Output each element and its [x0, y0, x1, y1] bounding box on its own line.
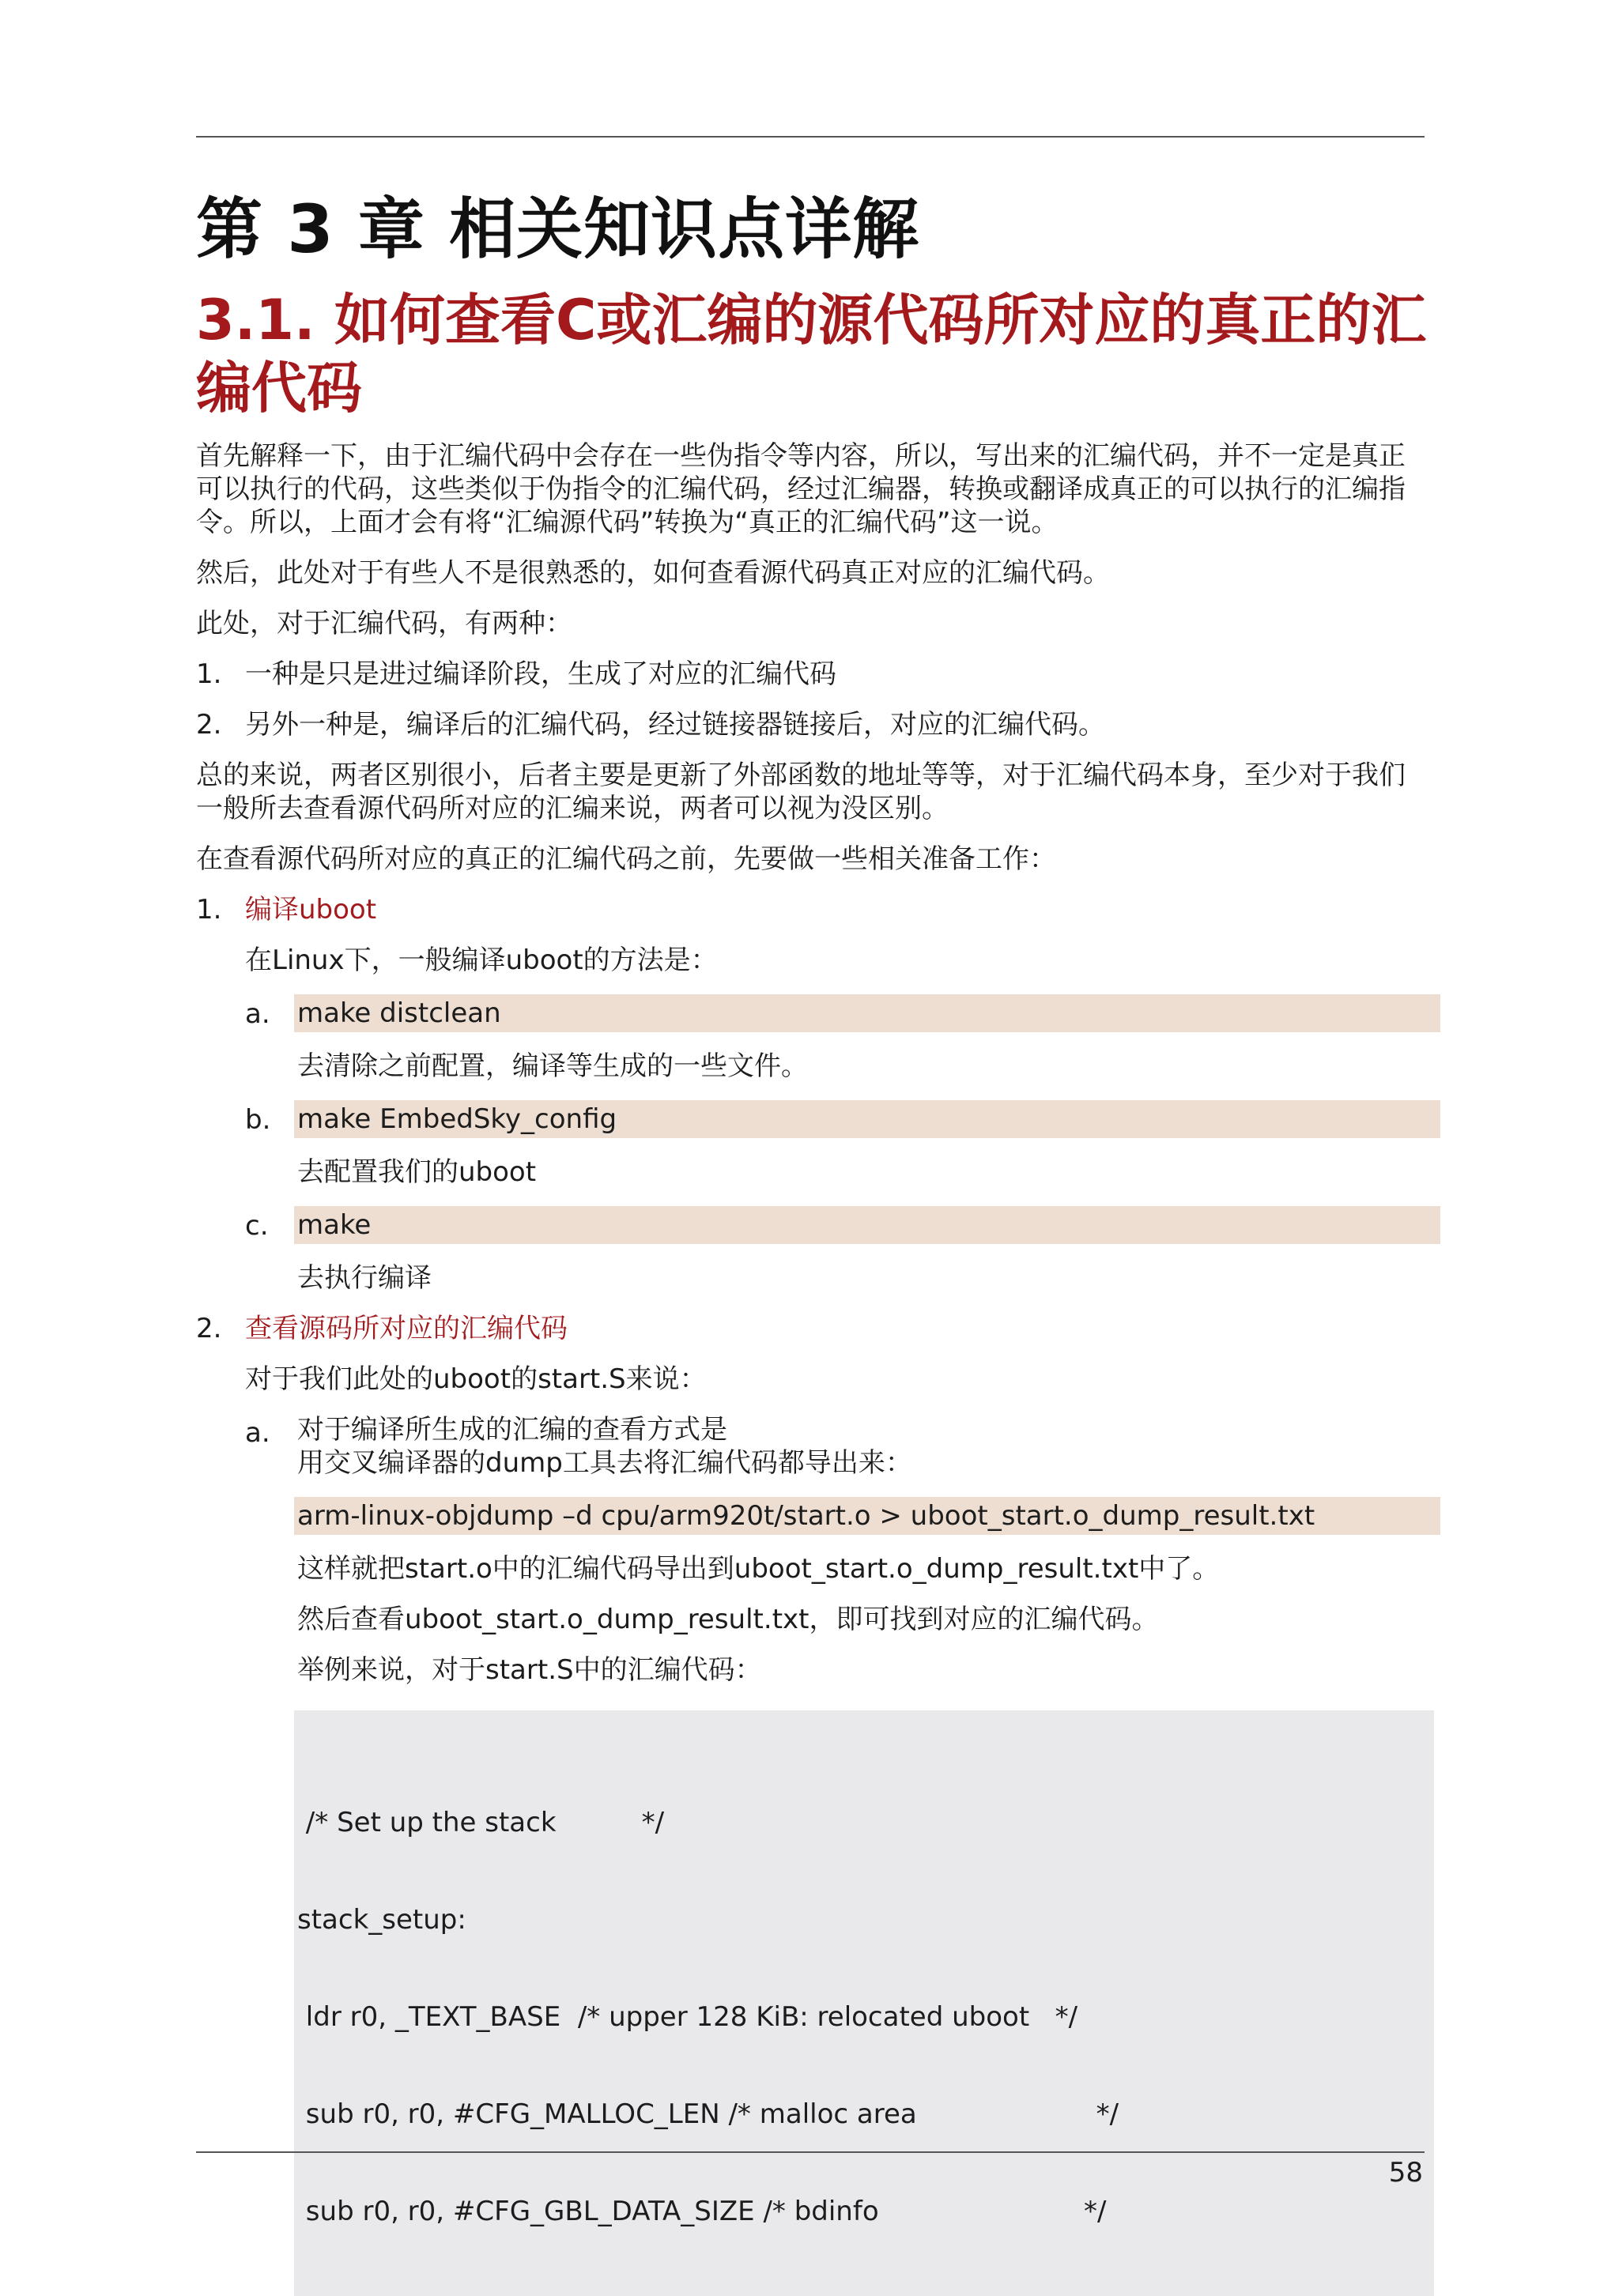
steps-list — [196, 893, 1429, 926]
header-rule — [196, 136, 1425, 138]
sub-item — [245, 1206, 1429, 1295]
code-line: /* Set up the stack */ — [297, 1807, 665, 1838]
code-line: sub r0, r0, #CFG_GBL_DATA_SIZE /* bdinfo */ — [297, 2196, 1107, 2227]
chapter-title: 第 3 章 相关知识点详解 — [196, 190, 920, 268]
command-box: make EmbedSky_config — [294, 1100, 1440, 1138]
sub-item — [245, 1100, 1429, 1189]
command-description: 去配置我们的uboot — [297, 1156, 537, 1188]
sub-item-text: 用交叉编译器的dump工具去将汇编代码都导出来： — [297, 1447, 912, 1479]
code-line: ldr r0, _TEXT_BASE /* upper 128 KiB: relocated uboot */ — [297, 2001, 1078, 2033]
sub-letter: a. — [245, 998, 270, 1030]
page-number: 58 — [1388, 2157, 1423, 2189]
step-intro: 在Linux下，一般编译uboot的方法是： — [245, 944, 718, 976]
sub-item — [245, 994, 1429, 1083]
step-body — [245, 944, 1429, 1295]
step-body — [245, 1363, 1429, 2296]
paragraph: 这样就把start.o中的汇编代码导出到uboot_start.o_dump_result.txt中了。 — [297, 1553, 1220, 1585]
step-heading — [196, 1312, 1429, 1345]
step-intro: 对于我们此处的uboot的start.S来说： — [245, 1363, 707, 1395]
list-item — [196, 658, 1429, 691]
step-link-view-asm[interactable]: 查看源码所对应的汇编代码 — [245, 1313, 568, 1344]
step-heading — [196, 893, 1429, 926]
step-link-compile-uboot[interactable]: 编译uboot — [245, 894, 377, 926]
step-number: 2. — [196, 1313, 222, 1344]
paragraph: 举例来说，对于start.S中的汇编代码： — [297, 1654, 762, 1686]
command-box: make — [294, 1206, 1440, 1244]
section-title: 3.1. 如何查看C或汇编的源代码所对应的真正的汇编代码 — [196, 288, 1427, 420]
paragraph: 此处，对于汇编代码，有两种： — [196, 608, 572, 639]
page-content — [196, 182, 1429, 2296]
code-line: stack_setup: — [297, 1904, 466, 1936]
paragraph: 总的来说，两者区别很小，后者主要是更新了外部函数的地址等等，对于汇编代码本身，至少对于我们一般所去查看源代码所对应的汇编来说，两者可以视为没区别。 — [196, 760, 1406, 824]
command-box: make distclean — [294, 994, 1440, 1032]
step-number: 1. — [196, 894, 222, 926]
list-item-text: 一种是只是进过编译阶段，生成了对应的汇编代码 — [245, 658, 836, 690]
list-item — [196, 708, 1429, 741]
steps-list — [196, 1312, 1429, 1345]
sub-item — [245, 1413, 1429, 2296]
ordered-list — [196, 658, 1429, 741]
footer-rule — [196, 2151, 1425, 2153]
paragraph: 首先解释一下，由于汇编代码中会存在一些伪指令等内容，所以，写出来的汇编代码，并不一定是真正可以执行的代码，这些类似于伪指令的汇编代码，经过汇编器，转换或翻译成真正的可以执行的汇编指令。所以，上面才会有将“汇编源代码”转换为“真正的汇编代码”这一说。 — [196, 440, 1406, 538]
sub-letter: b. — [245, 1104, 271, 1136]
command-description: 去执行编译 — [297, 1262, 432, 1294]
code-line: sub r0, r0, #CFG_MALLOC_LEN /* malloc area */ — [297, 2098, 1119, 2130]
list-number: 2. — [196, 709, 222, 741]
list-number: 1. — [196, 658, 222, 690]
sub-item-text: 对于编译所生成的汇编的查看方式是 — [297, 1414, 727, 1446]
sub-letter: a. — [245, 1417, 270, 1449]
command-box: arm-linux-objdump –d cpu/arm920t/start.o > uboot_start.o_dump_result.txt — [294, 1497, 1440, 1535]
sub-letter: c. — [245, 1210, 269, 1242]
command-description: 去清除之前配置，编译等生成的一些文件。 — [297, 1050, 808, 1082]
list-item-text: 另外一种是，编译后的汇编代码，经过链接器链接后，对应的汇编代码。 — [245, 709, 1105, 741]
paragraph: 在查看源代码所对应的真正的汇编代码之前，先要做一些相关准备工作： — [196, 843, 1056, 875]
code-block — [294, 1710, 1434, 2296]
paragraph: 然后，此处对于有些人不是很熟悉的，如何查看源代码真正对应的汇编代码。 — [196, 557, 1110, 589]
paragraph: 然后查看uboot_start.o_dump_result.txt，即可找到对应的汇编代码。 — [297, 1604, 1159, 1635]
